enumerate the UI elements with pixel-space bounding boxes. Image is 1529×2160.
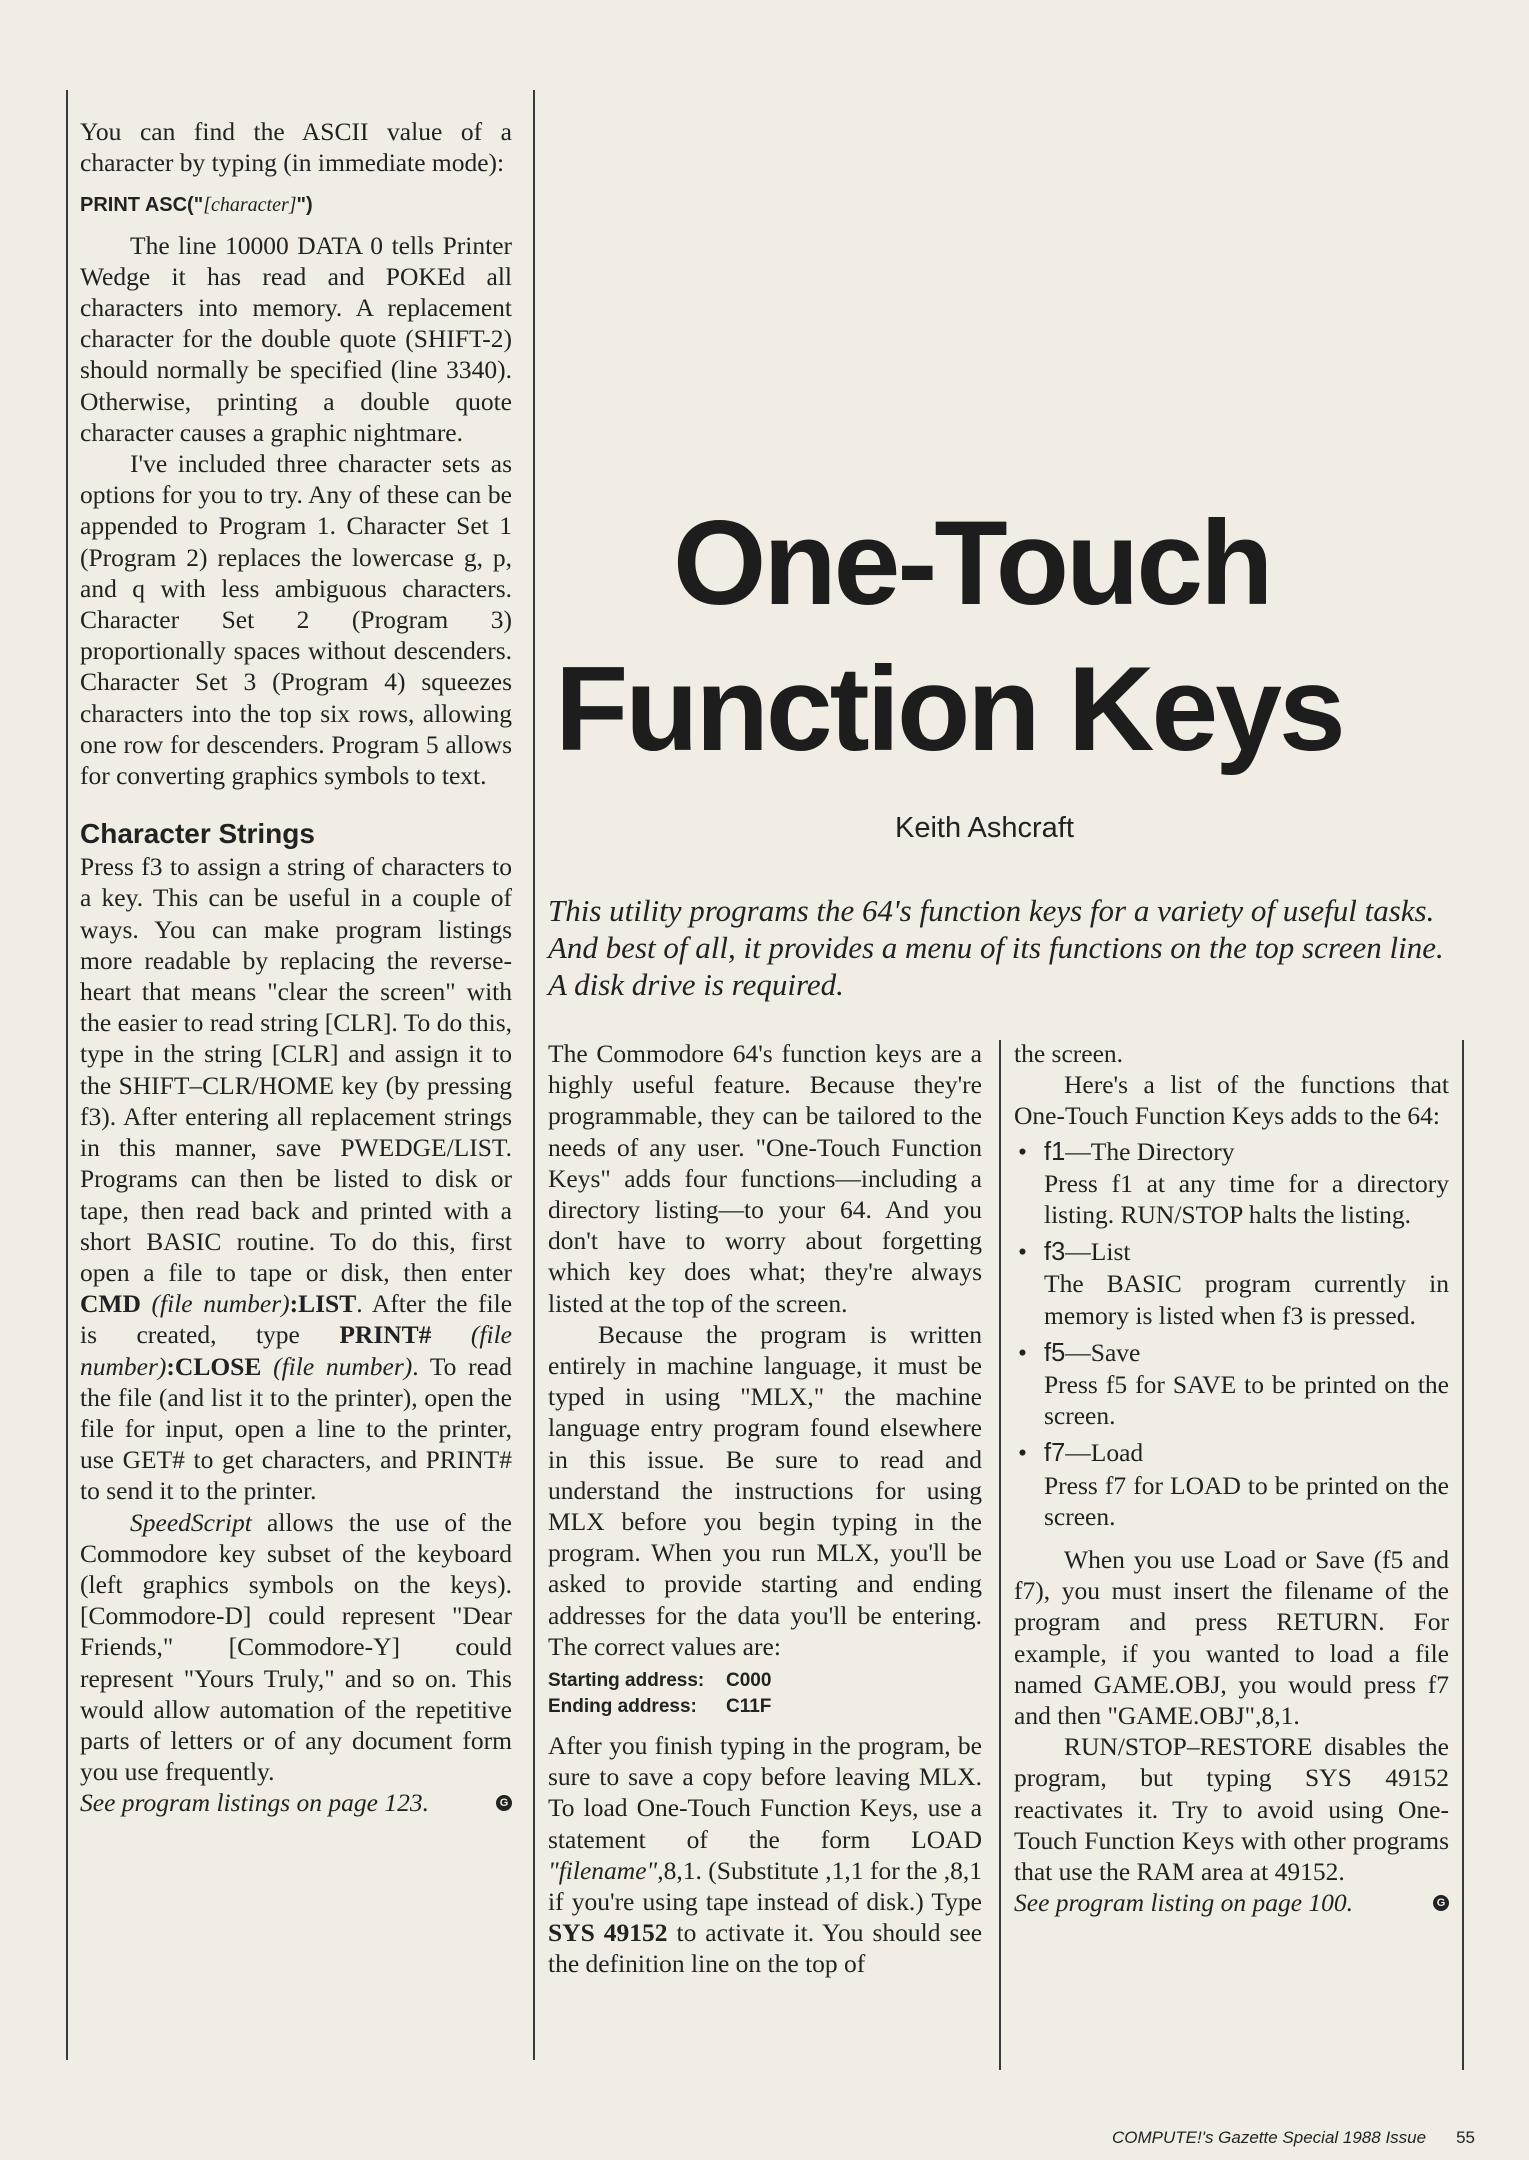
paragraph-data-line: The line 10000 DATA 0 tells Printer Wedge it has read and POKEd all characters into memory. A replacement character for the double quote (SHIFT-2) should normally be specified (line 3340). Otherwise, printing a double quote character causes a graphic nightmare.	[80, 230, 512, 447]
key-name: f1	[1044, 1137, 1066, 1166]
speedscript-title: SpeedScript	[130, 1507, 252, 1537]
ending-address-value: C11F	[726, 1696, 772, 1718]
ending-address-label: Ending address:	[548, 1696, 697, 1718]
key-function: —The Directory	[1065, 1136, 1235, 1166]
paragraph-character-strings	[80, 851, 512, 1506]
paragraph-run-stop: RUN/STOP–RESTORE disables the program, but typing SYS 49152 reactivates it. Try to avoid using One-Touch Function Keys with other programs that use the RAM area at 49152.	[1014, 1732, 1449, 1887]
paragraph-load-save: When you use Load or Save (f5 and f7), you must insert the filename of the program and press RETURN. For example, if you wanted to load a file named GAME.OBJ, you would press f7 and then "GAME.OBJ",8,1.	[1014, 1545, 1449, 1731]
load-text-c: to activate it. You should see the definition line on the top of	[548, 1918, 983, 1979]
article-title	[555, 490, 1455, 782]
paragraph-character-sets: I've included three character sets as options for you to try. Any of these can be appended to Program 1. Character Set 1 (Program 2) replaces the lowercase g, p, and q with less ambiguous characters. Character Set 2 (Program 3) proportionally spaces without descenders. Character Set 3 (Program 4) squeezes characters into the top six rows, allowing one row for descenders. Program 5 allows for converting graphics symbols to text.	[80, 449, 512, 791]
p3b-text: . After the file is created, type	[80, 1289, 513, 1350]
publication-name: COMPUTE!'s Gazette Special 1988 Issue	[1111, 2128, 1427, 2147]
key-name: f3	[1044, 1238, 1066, 1267]
load-text-b: ,8,1. (Substitute ,1,1 for the ,8,1 if you're using tape instead of disk.) Type	[548, 1855, 982, 1917]
paragraph-intro: The Commodore 64's function keys are a highly useful feature. Because they're programmable, they can be tailored to the needs of any user. "One-Touch Function Keys" adds four functions—including a directory listing—to your 64. And you don't have to worry about forgetting which key does what; they're always listed at the top of the screen.	[548, 1039, 982, 1318]
see-program-listing-right	[1014, 1887, 1449, 1918]
key-description: Press f1 at any time for a directory listing. RUN/STOP halts the listing.	[1044, 1168, 1449, 1230]
key-name: f5	[1044, 1338, 1066, 1367]
gutter-rule-right	[1462, 1040, 1464, 2070]
gutter-rule-middle	[999, 1040, 1001, 2070]
function-key-list	[1014, 1136, 1449, 1532]
end-of-article-icon: G	[1433, 1895, 1449, 1911]
key-description: The BASIC program currently in memory is listed when f3 is pressed.	[1044, 1269, 1449, 1330]
middle-column	[548, 1038, 982, 1980]
print-hash-keyword: PRINT#	[339, 1320, 432, 1350]
list-item-f5	[1014, 1337, 1449, 1432]
left-margin-rule	[66, 90, 68, 2060]
code-arg: [character]	[203, 194, 297, 217]
starting-address-label: Starting address:	[548, 1670, 705, 1692]
key-description: Press f5 for SAVE to be printed on the screen.	[1044, 1370, 1449, 1431]
bullet-icon: •	[1018, 1136, 1027, 1166]
cmd-list: :LIST	[289, 1289, 357, 1319]
list-item-f3	[1014, 1236, 1449, 1331]
intro-paragraph: You can find the ASCII value of a character by typing (in immediate mode):	[80, 117, 512, 178]
close-arg: (file number)	[273, 1351, 413, 1381]
key-function: —Save	[1065, 1337, 1141, 1367]
see-program-listings-left	[80, 1787, 512, 1818]
bullet-icon: •	[1018, 1438, 1027, 1468]
heading-character-strings: Character Strings	[80, 818, 315, 850]
paragraph-mlx: Because the program is written entirely in machine language, it must be typed in using "MLX," the machine language entry program found elsewhere in this issue. Be sure to read and understand the instructions for using MLX before you begin typing in the program. When you run MLX, you'll be asked to provide starting and ending addresses for the data you'll be entering. The correct values are:	[548, 1319, 982, 1661]
cmd-keyword: CMD	[80, 1289, 141, 1319]
key-function: —List	[1065, 1237, 1131, 1267]
left-column	[80, 116, 512, 1819]
title-line-2: Function Keys	[555, 642, 1343, 776]
print-hash-arg: (file number)	[80, 1320, 512, 1381]
code-suffix: ")	[296, 194, 313, 217]
end-of-article-icon: G	[496, 1795, 512, 1811]
code-print-asc	[80, 190, 512, 221]
starting-address-row	[548, 1668, 982, 1694]
filename-italic: "filename"	[548, 1855, 658, 1885]
bullet-icon: •	[1018, 1237, 1027, 1267]
paragraph-speedscript	[80, 1507, 512, 1788]
code-prefix: PRINT ASC("	[80, 194, 204, 217]
bullet-icon: •	[1018, 1337, 1027, 1367]
starting-address-value: C000	[726, 1670, 772, 1692]
ending-address-row	[548, 1694, 982, 1720]
article-deck: This utility programs the 64's function keys for a variety of useful tasks. And best of all, it provides a menu of its functions on the top screen line. A disk drive is required.	[548, 893, 1444, 1002]
title-line-1: One-Touch	[673, 496, 1271, 630]
page-number: 55	[1456, 2128, 1475, 2147]
paragraph-functions-list-intro: Here's a list of the functions that One-Touch Function Keys adds to the 64:	[1014, 1070, 1449, 1131]
sys-command: SYS 49152	[548, 1918, 668, 1948]
address-table	[548, 1668, 982, 1720]
paragraph-load	[548, 1730, 982, 1980]
key-description: Press f7 for LOAD to be printed on the screen.	[1044, 1470, 1449, 1531]
author-byline: Keith Ashcraft	[895, 812, 1074, 844]
page-footer	[1112, 2128, 1475, 2148]
list-item-f1	[1014, 1136, 1449, 1231]
see-line-text: See program listing on page 100.	[1014, 1888, 1354, 1918]
p3c-text: . To read the file (and list it to the printer), open the file for input, open a line to the printer, use GET# to get characters, and PRINT# to send it to the printer.	[80, 1351, 513, 1506]
right-column	[1014, 1038, 1449, 1918]
cmd-arg: (file number)	[151, 1289, 290, 1319]
p4-text: allows the use of the Commodore key subset of the keyboard (left graphics symbols on the keys). [Commodore-D] could represent "Dear Friends," [Commodore-Y] could represent "Yours Truly," and so on. This would allow automation of the repetitive parts of letters or of any document form you use frequently.	[80, 1507, 512, 1787]
list-item-f7	[1014, 1437, 1449, 1532]
key-name: f7	[1044, 1439, 1066, 1468]
close-keyword: :CLOSE	[166, 1351, 262, 1381]
see-line-text: See program listings on page 123.	[80, 1788, 429, 1818]
gutter-rule-left	[533, 90, 535, 2060]
p3a-text: Press f3 to assign a string of characters to a key. This can be useful in a couple of ways. You can make program listings more readable by replacing the reverse-heart that means "clear the screen" with the easier to read string [CLR]. To do this, type in the string [CLR] and assign it to the SHIFT–CLR/HOME key (by pressing f3). After entering all replacement strings in this manner, save PWEDGE/LIST. Programs can then be listed to disk or tape, then read back and printed with a short BASIC routine. To do this, first open a file to tape or disk, then enter	[80, 852, 512, 1287]
key-function: —Load	[1065, 1438, 1144, 1468]
load-text-a: After you finish typing in the program, be sure to save a copy before leaving MLX. To load One-Touch Function Keys, use a statement of the form LOAD	[548, 1731, 982, 1854]
paragraph-the-screen: the screen.	[1014, 1039, 1124, 1068]
